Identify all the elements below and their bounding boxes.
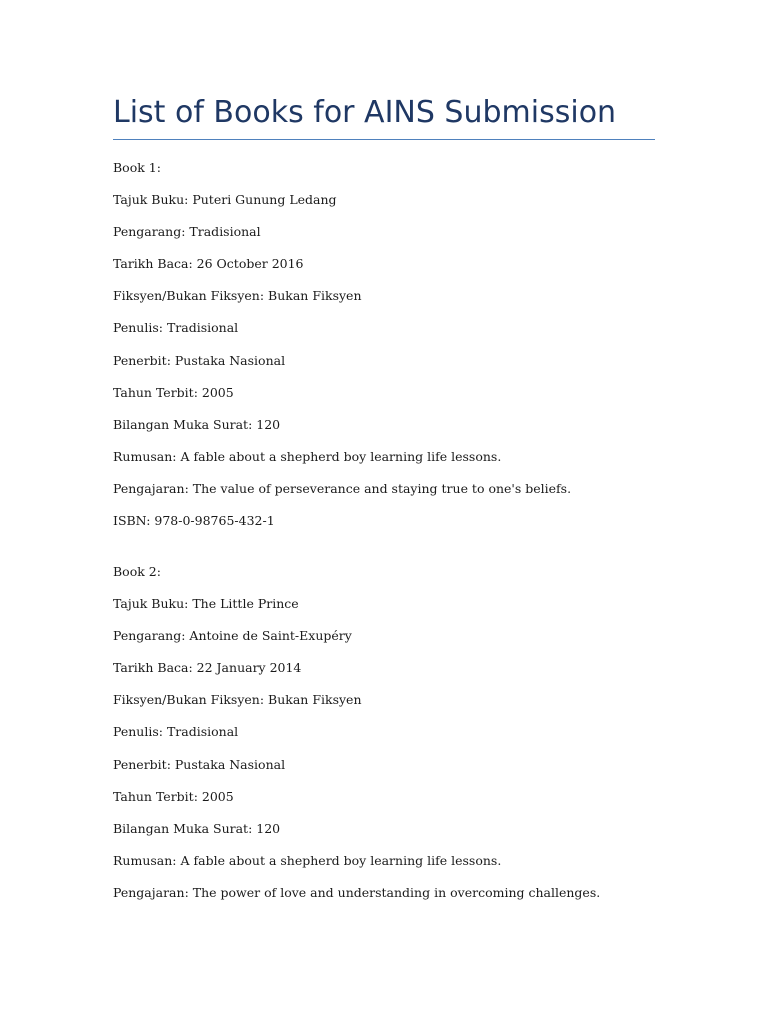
field-value: A fable about a shepherd boy learning life lessons.	[180, 448, 502, 464]
field-label: Tajuk Buku :	[113, 192, 192, 207]
field-value: 120	[256, 416, 281, 432]
field-rumusan	[113, 851, 655, 871]
field-value: Bukan Fiksyen	[268, 692, 362, 708]
field-label: Tajuk Buku :	[113, 596, 192, 611]
field-pengarang	[113, 626, 655, 646]
book-heading: Book 1:	[113, 160, 161, 175]
field-value: The value of perseverance and staying true to one's beliefs.	[192, 480, 572, 496]
field-pengarang	[113, 222, 655, 242]
field-label: Fiksyen/Bukan Fiksyen :	[113, 692, 268, 707]
field-value: Pustaka Nasional	[174, 352, 286, 368]
field-tarikh-baca	[113, 658, 655, 678]
field-bilangan-muka-surat	[113, 415, 655, 435]
field-value: Tradisional	[166, 724, 239, 740]
field-tahun-terbit	[113, 787, 655, 807]
field-value: 2005	[201, 384, 234, 400]
field-pengajaran	[113, 479, 655, 499]
field-tajuk-buku	[113, 190, 655, 210]
field-pengajaran	[113, 883, 655, 903]
field-bilangan-muka-surat	[113, 819, 655, 839]
field-label: Tarikh Baca :	[113, 256, 197, 271]
field-label: Bilangan Muka Surat :	[113, 821, 256, 836]
field-label: Rumusan :	[113, 853, 180, 868]
field-fiksyen	[113, 286, 655, 306]
field-fiksyen	[113, 690, 655, 710]
field-label: Bilangan Muka Surat :	[113, 417, 256, 432]
field-label: Fiksyen/Bukan Fiksyen :	[113, 288, 268, 303]
field-penerbit	[113, 755, 655, 775]
field-value: Pustaka Nasional	[174, 756, 286, 772]
field-label: Tahun Terbit :	[113, 789, 202, 804]
field-label: ISBN :	[113, 513, 154, 528]
field-rumusan	[113, 447, 655, 467]
field-tarikh-baca	[113, 254, 655, 274]
field-value: 26 October 2016	[196, 256, 304, 272]
field-label: Pengarang :	[113, 628, 189, 643]
field-value: 120	[256, 820, 281, 836]
field-label: Penerbit :	[113, 353, 175, 368]
field-value: Bukan Fiksyen	[268, 288, 362, 304]
field-value: 22 January 2014	[196, 660, 302, 676]
field-penulis	[113, 722, 655, 742]
title-underline	[113, 139, 655, 140]
document-title: List of Books for AINS Submission	[113, 95, 617, 130]
book-entry-2	[113, 562, 655, 915]
field-penulis	[113, 318, 655, 338]
field-value: 978-0-98765-432-1	[154, 513, 275, 529]
field-value: A fable about a shepherd boy learning life lessons.	[180, 852, 502, 868]
field-label: Tarikh Baca :	[113, 660, 197, 675]
field-label: Pengajaran :	[113, 885, 193, 900]
book-heading: Book 2:	[113, 564, 161, 579]
field-value: Antoine de Saint-Exupéry	[189, 628, 352, 644]
field-value: 2005	[201, 788, 234, 804]
field-label: Pengarang :	[113, 224, 189, 239]
field-label: Rumusan :	[113, 449, 180, 464]
field-label: Penerbit :	[113, 757, 175, 772]
field-label: Tahun Terbit :	[113, 385, 202, 400]
field-tajuk-buku	[113, 594, 655, 614]
field-label: Penulis :	[113, 724, 167, 739]
field-value: Tradisional	[166, 320, 239, 336]
book-entry-1	[113, 158, 655, 543]
field-value: Tradisional	[189, 224, 261, 240]
field-value: The Little Prince	[192, 596, 299, 612]
field-value: The power of love and understanding in overcoming challenges.	[192, 884, 601, 900]
field-label: Penulis :	[113, 320, 167, 335]
field-penerbit	[113, 351, 655, 371]
field-tahun-terbit	[113, 383, 655, 403]
field-label: Pengajaran :	[113, 481, 193, 496]
field-isbn	[113, 511, 655, 531]
field-value: Puteri Gunung Ledang	[192, 192, 337, 208]
